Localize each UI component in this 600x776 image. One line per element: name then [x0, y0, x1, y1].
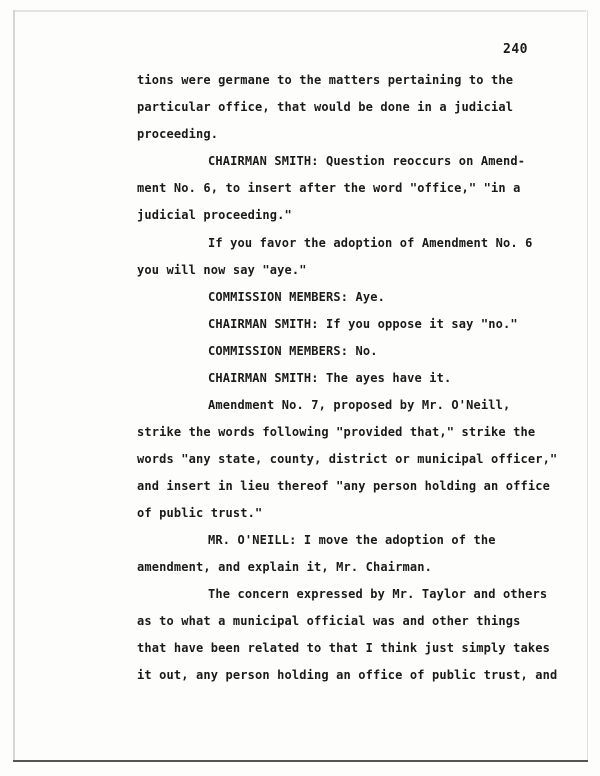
text-line: Amendment No. 7, proposed by Mr. O'Neill,	[208, 398, 511, 412]
text-line: CHAIRMAN SMITH: The ayes have it.	[208, 371, 452, 385]
text-line: MR. O'NEILL: I move the adoption of the	[208, 533, 496, 547]
text-line: you will now say "aye."	[137, 263, 307, 277]
text-line: strike the words following "provided that," strike the	[137, 425, 536, 439]
text-line: that have been related to that I think just simply takes	[137, 641, 550, 655]
bottom-margin-rule	[13, 760, 588, 762]
top-margin-rule	[14, 10, 586, 12]
text-line: If you favor the adoption of Amendment No. 6	[208, 236, 533, 250]
text-line: words "any state, county, district or municipal officer,"	[137, 452, 558, 466]
page-number: 240	[503, 42, 528, 57]
text-line: The concern expressed by Mr. Taylor and others	[208, 587, 548, 601]
text-line: and insert in lieu thereof "any person holding an office	[137, 479, 550, 493]
text-line: particular office, that would be done in a judicial	[137, 100, 514, 114]
text-line: it out, any person holding an office of public trust, and	[137, 668, 558, 682]
text-line: COMMISSION MEMBERS: No.	[208, 344, 378, 358]
right-margin-rule	[587, 10, 588, 762]
text-line: judicial proceeding."	[137, 208, 292, 222]
text-line: CHAIRMAN SMITH: Question reoccurs on Amend-	[208, 154, 526, 168]
text-line: of public trust."	[137, 506, 263, 520]
text-line: COMMISSION MEMBERS: Aye.	[208, 290, 385, 304]
text-line: as to what a municipal official was and other things	[137, 614, 521, 628]
text-line: CHAIRMAN SMITH: If you oppose it say "no."	[208, 317, 518, 331]
text-line: ment No. 6, to insert after the word "office," "in a	[137, 181, 521, 195]
text-line: tions were germane to the matters pertaining to the	[137, 73, 514, 87]
text-line: proceeding.	[137, 127, 219, 141]
left-margin-rule	[13, 10, 15, 762]
text-line: amendment, and explain it, Mr. Chairman.	[137, 560, 432, 574]
